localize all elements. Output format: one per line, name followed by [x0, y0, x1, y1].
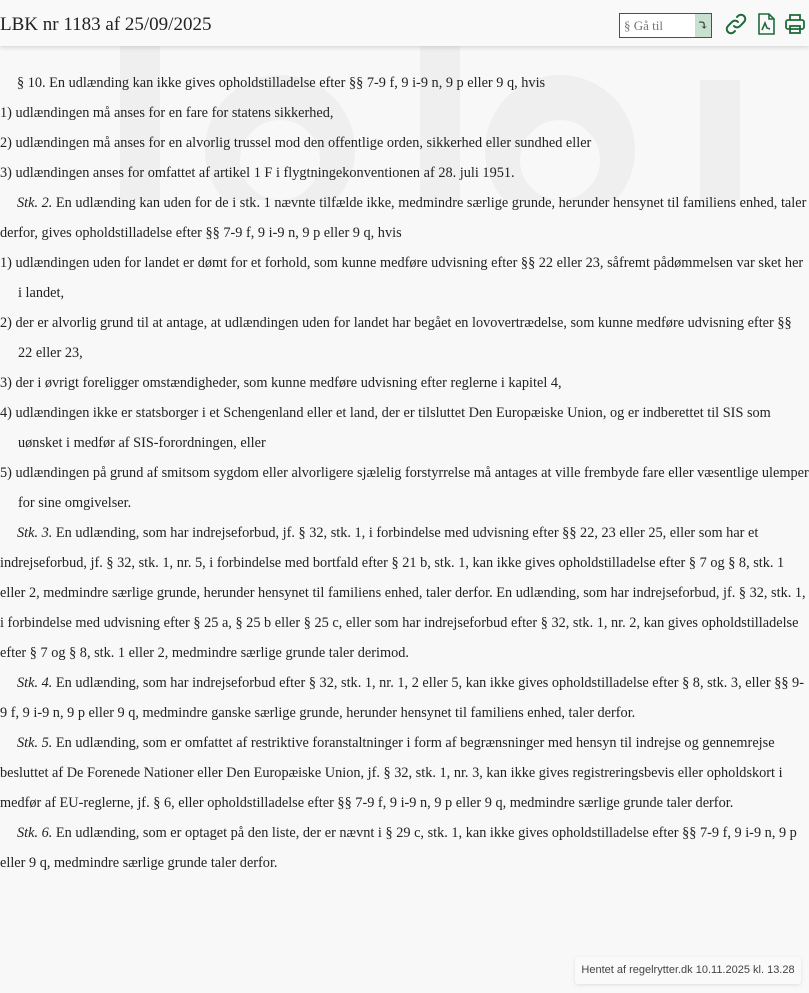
link-icon[interactable]: [724, 12, 748, 36]
list-item: 5) udlændingen på grund af smitsom sygdom eller alvorligere sjælelig forstyrrelse må antages at ville frembyde fare eller væsentlige ulemper for sine omgivelser.: [0, 465, 809, 511]
document-title: LBK nr 1183 af 25/09/2025: [0, 14, 212, 35]
header-bar: [0, 0, 809, 46]
stk-6: Stk. 6. En udlænding, som er optaget på den liste, der er nævnt i § 29 c, stk. 1, kan ikke gives opholdstilladelse efter §§ 7-9 f, 9 i-9 n, 9 p eller 9 q, medmindre særlige grunde taler derfor.: [0, 825, 797, 871]
stk-4: Stk. 4. En udlænding, som har indrejseforbud efter § 32, stk. 1, nr. 1, 2 eller 5, kan ikke gives opholdstilladelse efter § 8, stk. 3, eller §§ 9-9 f, 9 i-9 n, 9 p eller 9 q, medmindre ganske særlige grunde, herunder hensynet til familiens enhed, taler derfor.: [0, 675, 804, 721]
stk-2: Stk. 2. En udlænding kan uden for de i stk. 1 nævnte tilfælde ikke, medmindre særlige grunde, herunder hensynet til familiens enhed, taler derfor, gives opholdstilladelse efter §§ 7-9 f, 9 i-9 n, 9 p eller 9 q, hvis: [0, 195, 807, 241]
arrow-down-icon: ⤵: [697, 17, 709, 34]
goto-input[interactable]: [620, 14, 700, 37]
pdf-icon[interactable]: [754, 12, 778, 36]
retrieved-footer: Hentet af regelrytter.dk 10.11.2025 kl. 13.28: [575, 957, 801, 984]
law-text: [0, 68, 809, 878]
list-item: 2) udlændingen må anses for en alvorlig trussel mod den offentlige orden, sikkerhed eller sundhed eller: [0, 135, 592, 151]
paragraph-10: § 10. En udlænding kan ikke gives opholdstilladelse efter §§ 7-9 f, 9 i-9 n, 9 p eller 9 q, hvis: [17, 75, 546, 91]
list-item: 4) udlændingen ikke er statsborger i et Schengenland eller et land, der er tilsluttet Den Europæiske Union, og er indberettet til SIS som uønsket i medfør af SIS-forordningen, eller: [0, 405, 771, 451]
print-icon[interactable]: [783, 12, 807, 36]
list-item: 2) der er alvorlig grund til at antage, at udlændingen uden for landet har begået en lovovertrædelse, som kunne medføre udvisning efter §§ 22 eller 23,: [0, 315, 792, 361]
list-item: 3) udlændingen anses for omfattet af artikel 1 F i flygtningekonventionen af 28. juli 1951.: [0, 165, 515, 181]
stk-3: Stk. 3. En udlænding, som har indrejseforbud, jf. § 32, stk. 1, i forbindelse med udvisning efter §§ 22, 23 eller 25, eller som har et indrejseforbud, jf. § 32, stk. 1, nr. 5, i forbindelse med bortfald efter § 21 b, stk. 1, kan ikke gives opholdstilladelse efter § 7 og § 8, stk. 1 eller 2, medmindre særlige grunde, herunder hensynet til familiens enhed, taler derfor. En udlænding, som har indrejseforbud, jf. § 32, stk. 1, i forbindelse med udvisning efter § 25 a, § 25 b eller § 25 c, eller som har indrejseforbud efter § 32, stk. 1, nr. 2, kan gives opholdstilladelse efter § 7 og § 8, stk. 1 eller 2, medmindre særlige grunde taler derimod.: [0, 525, 806, 661]
section-number: § 10.: [17, 75, 46, 91]
list-item: 1) udlændingen må anses for en fare for statens sikkerhed,: [0, 105, 334, 121]
list-item: 1) udlændingen uden for landet er dømt for et forhold, som kunne medføre udvisning efter §§ 22 eller 23, såfremt pådømmelsen var sket her i landet,: [0, 255, 804, 301]
stk-5: Stk. 5. En udlænding, som er omfattet af restriktive foranstaltninger i form af begrænsninger med hensyn til indrejse og gennemrejse besluttet af De Forenede Nationer eller Den Europæiske Union, jf. § 32, stk. 1, nr. 3, kan ikke gives registreringsbevis eller opholdskort i medfør af EU-reglerne, jf. § 6, eller opholdstilladelse efter §§ 7-9 f, 9 i-9 n, 9 p eller 9 q, medmindre særlige grunde taler derfor.: [0, 735, 783, 811]
goto-field: [619, 13, 712, 38]
list-item: 3) der i øvrigt foreligger omstændigheder, som kunne medføre udvisning efter reglerne i kapitel 4,: [0, 375, 562, 391]
goto-button[interactable]: [695, 14, 711, 37]
